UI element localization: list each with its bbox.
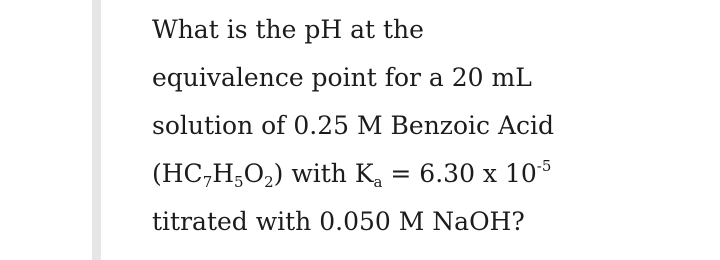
question-line-1: What is the pH at the — [152, 15, 424, 44]
ka-value: = 6.30 x 10 — [382, 159, 537, 188]
formula-h: H — [212, 159, 235, 188]
with-ka-text: ) with K — [273, 159, 374, 188]
question-line-3: solution of 0.25 M Benzoic Acid — [152, 111, 555, 140]
formula-o: O — [243, 159, 265, 188]
subscript-o: 2 — [264, 173, 274, 191]
subscript-a: a — [373, 173, 383, 191]
question-line-4 — [152, 150, 692, 198]
subscript-h: 5 — [234, 173, 244, 191]
subscript-c: 7 — [202, 173, 213, 191]
formula-open: (HC — [152, 159, 203, 188]
question-line-5: titrated with 0.050 M NaOH? — [152, 207, 525, 236]
question-text — [152, 6, 692, 246]
left-border-bar — [92, 0, 101, 260]
ka-exponent: -5 — [536, 157, 552, 175]
question-line-2: equivalence point for a 20 mL — [152, 63, 532, 92]
